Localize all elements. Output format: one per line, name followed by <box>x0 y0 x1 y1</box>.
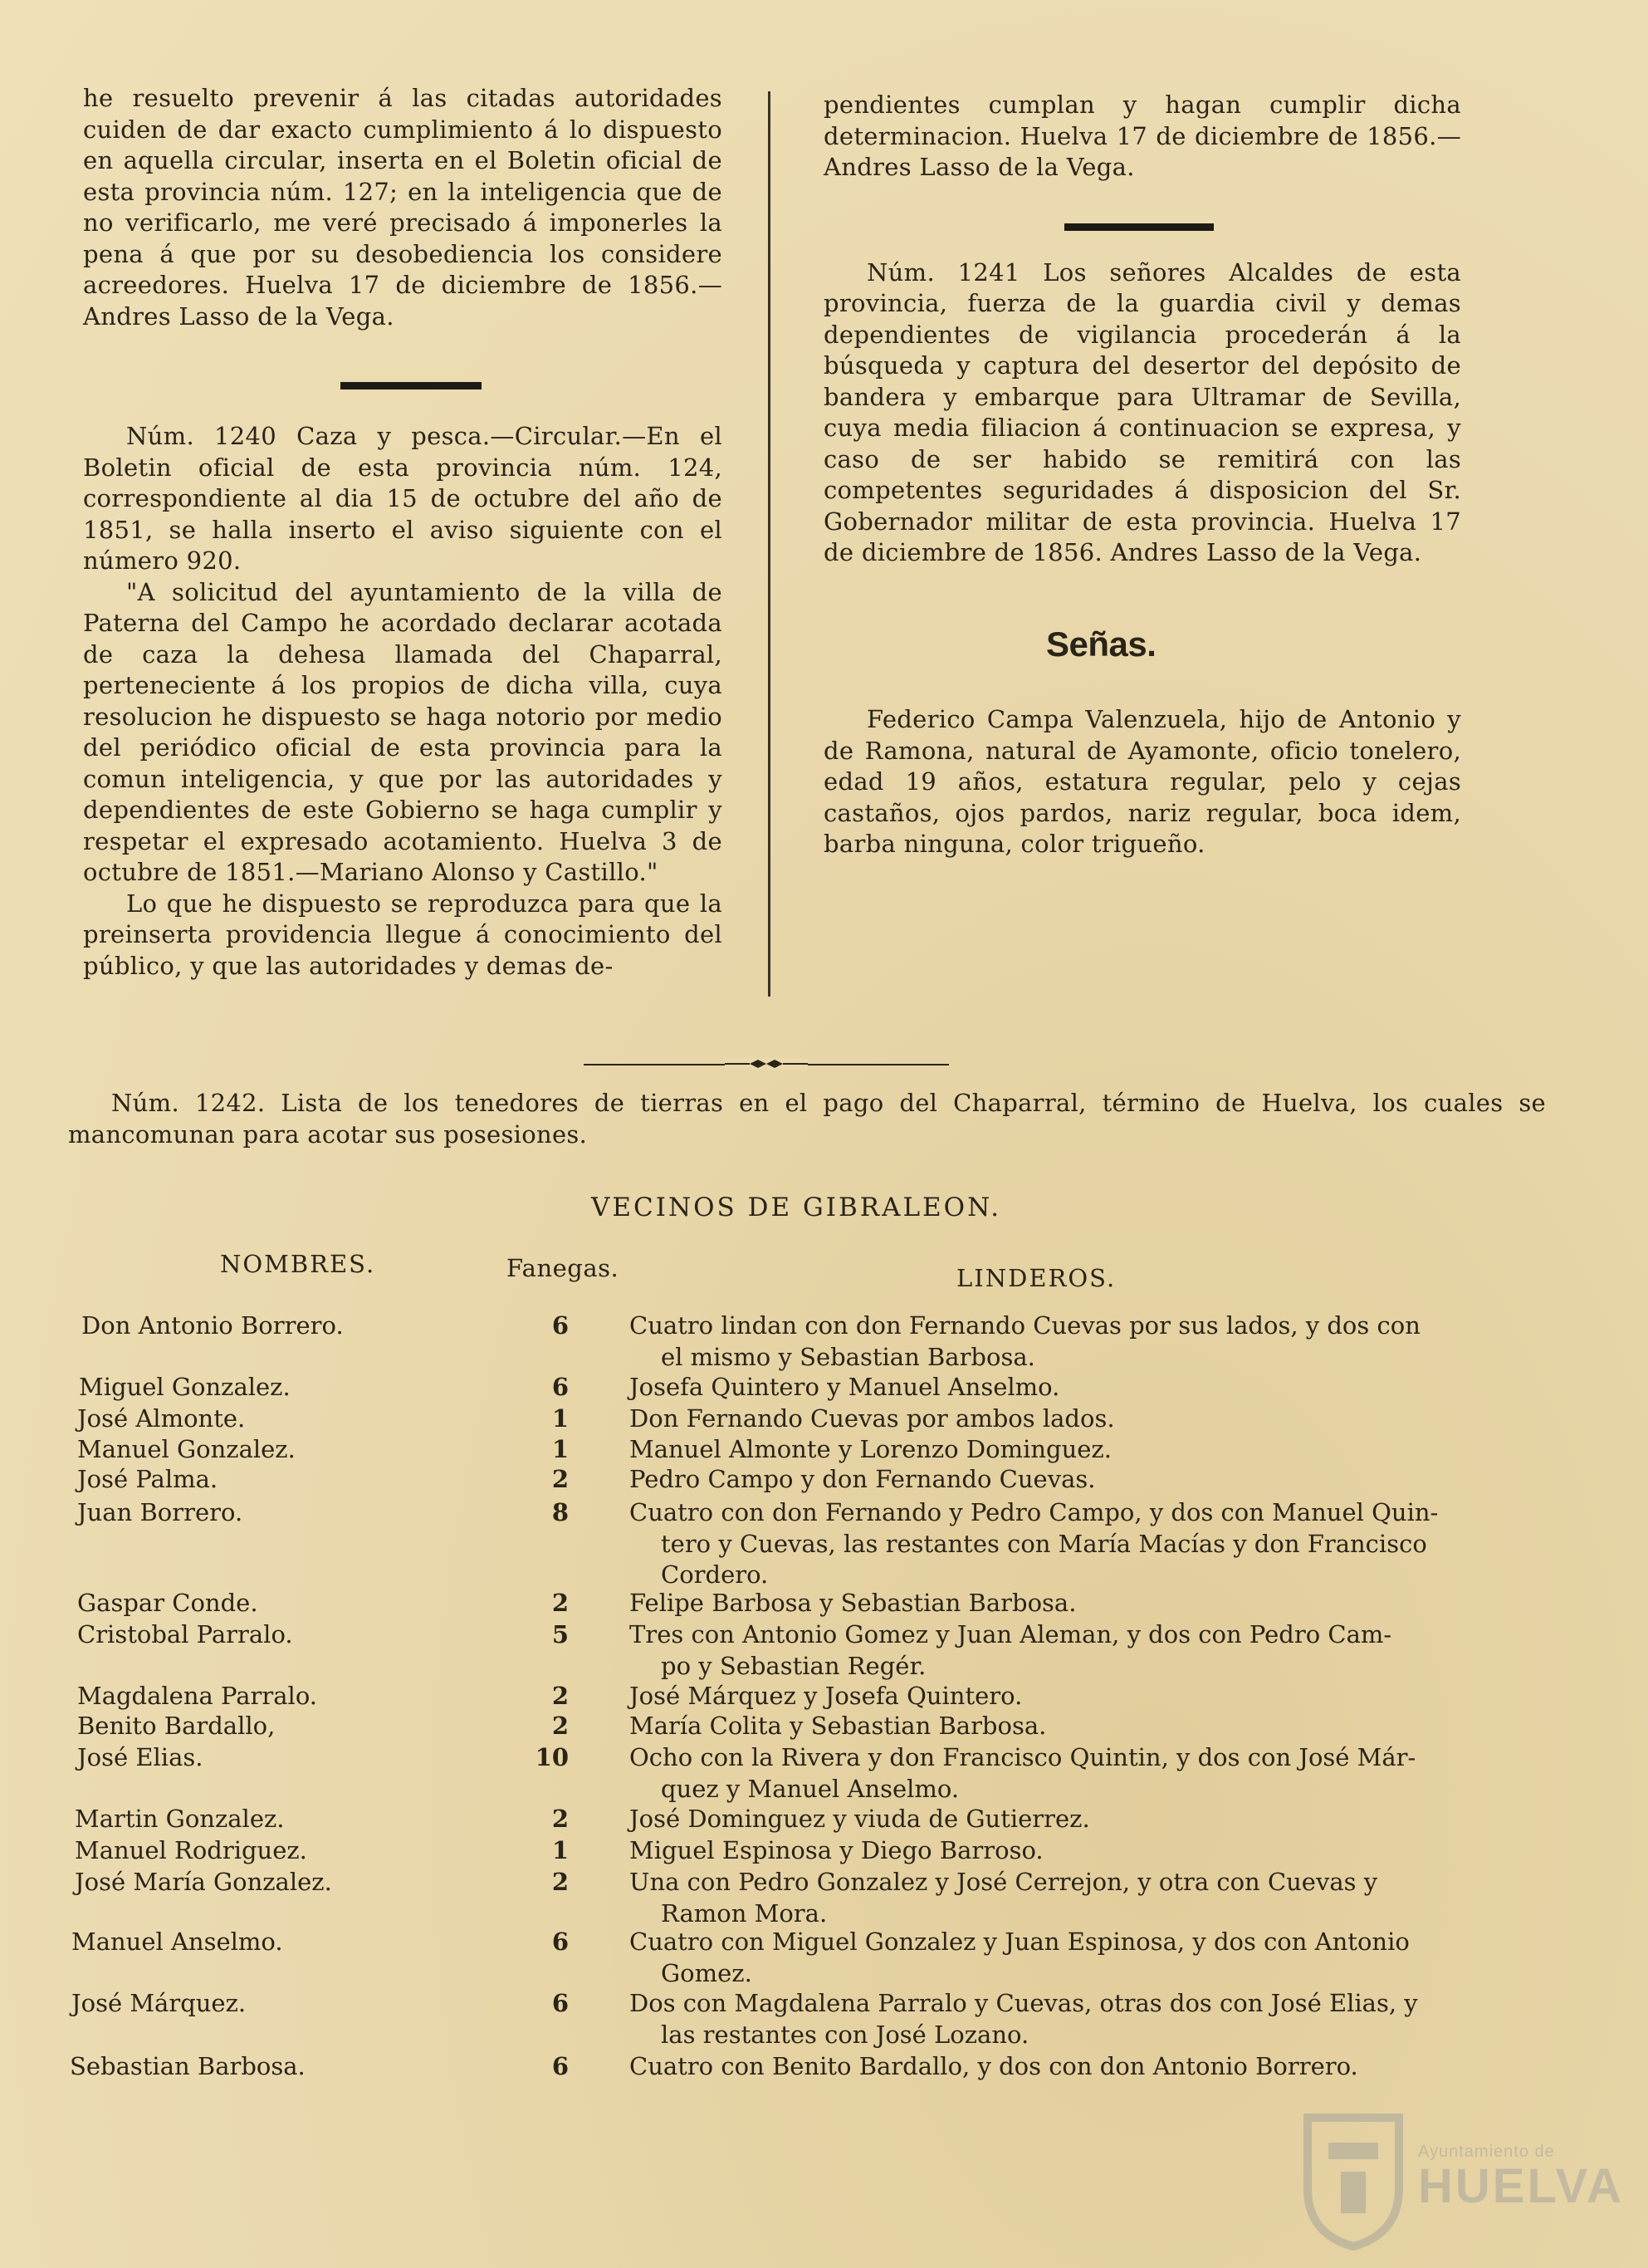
row-linderos-line2: el mismo y Sebastian Barbosa. <box>661 1342 1035 1371</box>
row-linderos <box>629 1310 1476 1373</box>
row-linderos <box>629 1464 1476 1496</box>
notice-1240-text: Caza y pesca.—Circular.—En el Boletin oficial de esta provincia núm. 124, correspondiente al dia 15 de octubre del año de 1851, se halla inserto el aviso siguiente con el número 920. <box>83 422 722 575</box>
notice-1240-tail: Lo que he dispuesto se reproduzca para que la preinserta providencia llegue á conocimiento del público, y que las autoridades y demas de- <box>83 889 722 980</box>
row-nombre: Manuel Gonzalez. <box>77 1435 296 1463</box>
senas-description: Federico Campa Valenzuela, hijo de Antonio y de Ramona, natural de Ayamonte, oficio tonelero, edad 19 años, estatura regular, pelo y cejas castaños, ojos pardos, nariz regular, boca idem, barba ninguna, color trigueño. <box>824 705 1461 858</box>
row-nombre: Sebastian Barbosa. <box>70 2052 306 2080</box>
row-linderos <box>629 1372 1476 1403</box>
row-linderos <box>629 1927 1476 1989</box>
row-linderos-line1: Tres con Antonio Gomez y Juan Aleman, y dos con Pedro Cam- <box>629 1620 1392 1648</box>
row-nombre: Miguel Gonzalez. <box>79 1373 291 1401</box>
row-fanegas: 6 <box>551 1989 569 2017</box>
row-fanegas: 2 <box>551 1805 569 1833</box>
row-fanegas: 6 <box>551 2052 569 2080</box>
row-nombre: José Elias. <box>77 1743 203 1771</box>
row-linderos <box>629 1497 1476 1591</box>
row-linderos-line1: Dos con Magdalena Parralo y Cuevas, otras dos con José Elias, y <box>629 1989 1418 2017</box>
row-fanegas: 1 <box>551 1435 569 1463</box>
paragraph-continuation-right: pendientes cumplan y hagan cumplir dicha determinacion. Huelva 17 de diciembre de 1856.— Andres Lasso de la Vega. <box>824 91 1461 181</box>
row-linderos-line1: José Dominguez y viuda de Gutierrez. <box>629 1805 1090 1833</box>
row-linderos <box>629 1867 1476 1929</box>
notice-1240-quote: "A solicitud del ayuntamiento de la villa de Paterna del Campo he acordado declarar acotada de caza la dehesa llamada del Chaparral, perteneciente á los propios de dicha villa, cuya resolucion he dispuesto se haga notorio por medio del periódico oficial de esta provincia para la comun inteligencia, y que por las autoridades y dependientes de este Gobierno se haga cumplir y respetar el expresado acotamiento. Huelva 3 de octubre de 1851.—Mariano Alonso y Castillo." <box>83 577 722 886</box>
notice-1241-number: Núm. 1241 <box>867 257 1020 287</box>
row-linderos-line1: Don Fernando Cuevas por ambos lados. <box>629 1404 1115 1433</box>
row-linderos <box>629 1434 1476 1466</box>
row-nombre: José Márquez. <box>71 1989 247 2017</box>
row-linderos <box>629 1804 1476 1835</box>
row-fanegas: 6 <box>551 1373 569 1401</box>
row-linderos-line2: Ramon Mora. <box>661 1898 828 1928</box>
row-linderos-line1: Josefa Quintero y Manuel Anselmo. <box>629 1373 1060 1401</box>
row-linderos <box>629 1988 1476 2050</box>
row-linderos-line1: Miguel Espinosa y Diego Barroso. <box>629 1836 1044 1864</box>
row-linderos-line1: Cuatro lindan con don Fernando Cuevas por sus lados, y dos con <box>629 1311 1421 1340</box>
row-linderos <box>629 1742 1476 1805</box>
row-nombre: Don Antonio Borrero. <box>81 1311 344 1340</box>
row-linderos <box>629 1711 1476 1742</box>
row-linderos-line1: Una con Pedro Gonzalez y José Cerrejon, y otra con Cuevas y <box>629 1868 1378 1896</box>
notice-1241-text: Los señores Alcaldes de esta provincia, fuerza de la guardia civil y demas dependientes de vigilancia procederán á la búsqueda y captura del desertor del depósito de bandera y embarque para Ultramar de Sevilla, cuya media filiacion á continuacion se expresa, y caso de ser habido se remitirá con las competentes seguridades á disposicion del Sr. Gobernador militar de esta provincia. Huelva 17 de diciembre de 1856. Andres Lasso de la Vega. <box>824 257 1461 566</box>
row-nombre: Martin Gonzalez. <box>75 1805 285 1833</box>
row-linderos-line2: quez y Manuel Anselmo. <box>661 1774 960 1803</box>
row-linderos-line1: José Márquez y Josefa Quintero. <box>629 1682 1023 1710</box>
row-linderos <box>629 1588 1476 1619</box>
row-fanegas: 2 <box>551 1712 569 1740</box>
row-linderos <box>629 1403 1476 1435</box>
watermark-big-text: HUELVA <box>1418 2159 1624 2213</box>
row-linderos-line2: tero y Cuevas, las restantes con María Macías y don Francisco Cordero. <box>661 1529 1427 1589</box>
row-linderos <box>629 1619 1476 1682</box>
notice-1240-number: Núm. 1240 <box>126 422 277 450</box>
crest-icon <box>1295 2109 1411 2251</box>
column-header-linderos: LINDEROS. <box>956 1264 1117 1292</box>
table-title: VECINOS DE GIBRALEON. <box>591 1193 1002 1222</box>
senas-heading: Señas. <box>1046 625 1157 664</box>
row-nombre: Juan Borrero. <box>77 1498 243 1526</box>
row-nombre: José María Gonzalez. <box>75 1868 332 1896</box>
row-nombre: José Almonte. <box>77 1404 246 1433</box>
watermark-small-text: Ayuntamiento de <box>1418 2143 1555 2161</box>
row-nombre: Manuel Rodriguez. <box>75 1836 307 1864</box>
watermark-logo <box>1295 2109 1624 2251</box>
row-nombre: Benito Bardallo, <box>77 1712 276 1740</box>
row-fanegas: 6 <box>551 1928 569 1956</box>
row-linderos-line2: las restantes con José Lozano. <box>661 2020 1029 2049</box>
row-fanegas: 5 <box>551 1620 569 1648</box>
row-linderos-line2: Gomez. <box>661 1958 752 1987</box>
row-fanegas: 2 <box>551 1589 569 1617</box>
row-linderos-line1: Cuatro con Miguel Gonzalez y Juan Espinosa, y dos con Antonio <box>629 1928 1410 1956</box>
row-nombre: Cristobal Parralo. <box>77 1620 293 1648</box>
row-nombre: Gaspar Conde. <box>77 1589 258 1617</box>
row-linderos-line1: Ocho con la Rivera y don Francisco Quintin, y dos con José Már- <box>629 1743 1416 1771</box>
row-fanegas: 1 <box>551 1404 569 1433</box>
row-linderos <box>629 1835 1476 1867</box>
row-nombre: Manuel Anselmo. <box>71 1928 283 1956</box>
row-linderos-line2: po y Sebastian Regér. <box>661 1651 927 1680</box>
notice-1242-text: Lista de los tenedores de tierras en el pago del Chaparral, término de Huelva, los cuales se mancomunan para acotar sus posesiones. <box>68 1089 1546 1149</box>
column-header-fanegas: Fanegas. <box>506 1254 619 1282</box>
row-fanegas: 1 <box>551 1836 569 1864</box>
row-linderos-line1: Manuel Almonte y Lorenzo Dominguez. <box>629 1435 1112 1463</box>
row-fanegas: 2 <box>551 1868 569 1896</box>
row-nombre: José Palma. <box>77 1465 218 1493</box>
row-linderos <box>629 1681 1476 1712</box>
row-linderos <box>629 2051 1476 2083</box>
row-fanegas: 8 <box>551 1498 569 1526</box>
row-fanegas: 2 <box>551 1682 569 1710</box>
row-fanegas: 6 <box>551 1311 569 1340</box>
row-linderos-line1: María Colita y Sebastian Barbosa. <box>629 1712 1047 1740</box>
row-fanegas: 10 <box>535 1743 569 1771</box>
row-linderos-line1: Cuatro con don Fernando y Pedro Campo, y dos con Manuel Quin- <box>629 1498 1439 1526</box>
paragraph-continuation-left: he resuelto prevenir á las citadas autoridades cuiden de dar exacto cumplimiento á lo dispuesto en aquella circular, inserta en el Boletin oficial de esta provincia núm. 127; en la inteligencia que de no verificarlo, me veré precisado á imponerles la pena á que por su desobediencia los considere acreedores. Huelva 17 de diciembre de 1856.— Andres Lasso de la Vega. <box>83 84 722 331</box>
row-fanegas: 2 <box>551 1465 569 1493</box>
row-nombre: Magdalena Parralo. <box>77 1682 317 1710</box>
column-header-nombres: NOMBRES. <box>220 1250 376 1278</box>
row-linderos-line1: Cuatro con Benito Bardallo, y dos con don Antonio Borrero. <box>629 2052 1358 2080</box>
notice-1242-number: Núm. 1242. <box>111 1089 266 1117</box>
row-linderos-line1: Felipe Barbosa y Sebastian Barbosa. <box>629 1589 1077 1617</box>
row-linderos-line1: Pedro Campo y don Fernando Cuevas. <box>629 1465 1096 1493</box>
